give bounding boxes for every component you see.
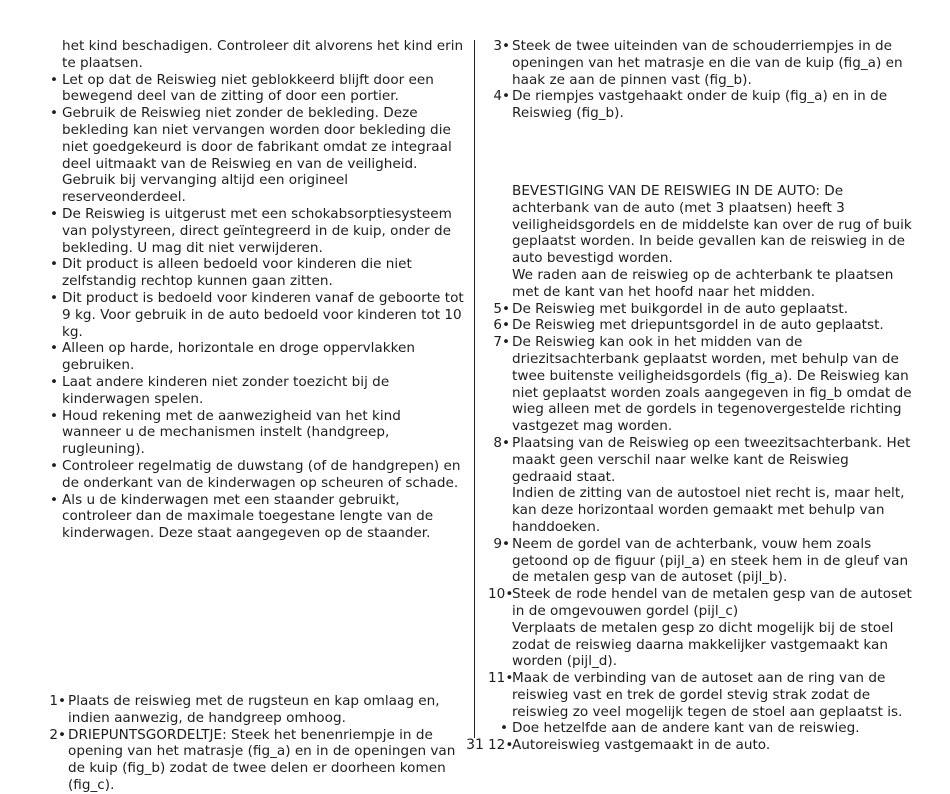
step-8: 8• Plaatsing van de Reiswieg op een tweezitsachterbank. Het maakt geen verschil naar welke kant de Reiswieg gedraaid staat. Indien de zitting van de autostoel niet recht is, maar helt, kan deze horizontaal worden gemaakt met behulp van handdoeken.	[488, 435, 912, 536]
step-12: 12• Autoreiswieg vastgemaakt in de auto.	[488, 737, 771, 754]
warning-bullet: • Gebruik de Reiswieg niet zonder de bekleding. Deze bekleding kan niet vervangen worden door bekleding die niet goedgekeurd is door de fabrikant omdat ze integraal deel uitmaakt van de Reiswieg en van de veiligheid. Gebruik bij vervanging altijd een origineel reserveonderdeel.	[50, 105, 452, 206]
bullet-marker: •	[50, 289, 59, 306]
bullet-marker: •	[50, 407, 59, 424]
continuation-text: het kind beschadigen. Controleer dit alvorens het kind erin te plaatsen.	[62, 38, 464, 71]
step-number: 2•	[49, 726, 66, 743]
step-9: 9• Neem de gordel van de achterbank, vouw hem zoals getoond op de figuur (pijl_a) en steek hem in de gleuf van de metalen gesp van de autoset (pijl_b).	[488, 536, 912, 586]
step-4: 4• De riempjes vastgehaakt onder de kuip (fig_a) en in de Reiswieg (fig_b).	[488, 88, 912, 122]
step-number: 7•	[493, 334, 510, 351]
step-number: 9•	[493, 535, 510, 552]
step-3: 3• Steek de twee uiteinden van de schouderriempjes in de openingen van het matrasje en die van de kuip (fig_a) en haak ze aan de pinnen vast (fig_b).	[488, 38, 912, 88]
car-installation-intro: BEVESTIGING VAN DE REISWIEG IN DE AUTO: De achterbank van de auto (met 3 plaatsen) heeft 3 veiligheidsgordels en de middelste kan over de rug of buik geplaatst worden. In beide gevallen kan de reiswieg in de auto bevestigd worden.	[512, 182, 912, 267]
bullet-marker: •	[50, 457, 59, 474]
step-10: 10• Steek de rode hendel van de metalen gesp van de autoset in de omgevouwen gordel (pijl_c) Verplaats de metalen gesp zo dicht mogelijk bij de stoel zodat de reiswieg daarna makkelijker vastgemaakt kan worden (pijl_d).	[488, 586, 912, 670]
left-column	[44, 38, 464, 794]
step-number: 4•	[493, 88, 510, 105]
step-number: 12•	[488, 737, 514, 754]
step-2: 2• DRIEPUNTSGORDELTJE: Steek het benenriempje in de opening van het matrasje (fig_a) en in de openingen van de kuip (fig_b) zodat de twee delen er doorheen komen (fig_c).	[44, 727, 464, 794]
step-11-sub-bullet: • Doe hetzelfde aan de andere kant van de reiswieg.	[500, 720, 860, 737]
page-number: 31	[466, 737, 484, 753]
spacer	[44, 542, 464, 693]
bullet-marker: •	[50, 205, 59, 222]
warning-bullet: • Controleer regelmatig de duwstang (of de handgrepen) en de onderkant van de kinderwagen op scheuren of schade.	[50, 457, 461, 491]
warning-bullet: • Als u de kinderwagen met een staander gebruikt, controleer dan de maximale toegestane lengte van de kinderwagen. Deze staat aangegeven op de staander.	[50, 491, 434, 542]
bullet-marker: •	[50, 105, 59, 122]
spacer	[488, 122, 912, 183]
step-5: 5• De Reiswieg met buikgordel in de auto geplaatst.	[488, 301, 912, 318]
warning-bullet: • Houd rekening met de aanwezigheid van het kind wanneer u de mechanismen instelt (handgreep, rugleuning).	[50, 407, 401, 458]
step-number: 6•	[493, 317, 510, 334]
step-6: 6• De Reiswieg met driepuntsgordel in de auto geplaatst.	[488, 317, 912, 334]
warning-bullet: • Dit product is bedoeld voor kinderen vanaf de geboorte tot 9 kg. Voor gebruik in de auto bedoeld voor kinderen tot 10 kg.	[50, 289, 464, 340]
warning-bullet: • Let op dat de Reiswieg niet geblokkeerd blijft door een bewegend deel van de zitting of door een portier.	[50, 71, 434, 105]
step-number: 5•	[493, 300, 510, 317]
bullet-marker: •	[50, 340, 59, 357]
bullet-marker: •	[50, 256, 59, 273]
warning-bullet: • Alleen op harde, horizontale en droge oppervlakken gebruiken.	[50, 340, 415, 374]
step-number: 8•	[493, 434, 510, 451]
bullet-marker: •	[50, 373, 59, 390]
step-number: 10•	[488, 586, 514, 603]
step-11: 11• Maak de verbinding van de autoset aan de ring van de reiswieg vast en trek de gordel stevig strak zodat de reiswieg zo veel mogelijk tegen de stoel aan geplaatst is.	[488, 670, 903, 720]
step-number: 3•	[493, 38, 510, 54]
step-7: 7• De Reiswieg kan ook in het midden van de driezitsachterbank geplaatst worden, met behulp van de twee buitenste veiligheidsgordels (fig_a). De Reiswieg kan niet geplaatst worden zoals aangegeven in fig_b omdat de wieg alleen met de gordels in tegenovergestelde richting vastgezet mag worden.	[488, 334, 912, 435]
warning-bullet: • Dit product is alleen bedoeld voor kinderen die niet zelfstandig rechtop kunnen gaan zitten.	[50, 256, 412, 290]
right-column	[488, 38, 912, 754]
bullet-marker: •	[50, 71, 59, 88]
step-number: 1•	[49, 692, 66, 709]
car-installation-advice: We raden aan de reiswieg op de achterbank te plaatsen met de kant van het hoofd naar het midden.	[512, 266, 894, 300]
warning-bullet: • De Reiswieg is uitgerust met een schokabsorptiesysteem van polystyreen, direct geïntegreerd in de kuip, onder de bekleding. U mag dit niet verwijderen.	[50, 205, 452, 256]
step-number: 11•	[488, 670, 514, 687]
column-divider	[474, 40, 475, 738]
warning-bullet: • Laat andere kinderen niet zonder toezicht bij de kinderwagen spelen.	[50, 373, 390, 407]
step-1: 1• Plaats de reiswieg met de rugsteun en kap omlaag en, indien aanwezig, de handgreep omhoog.	[44, 693, 464, 727]
bullet-marker: •	[50, 491, 59, 508]
bullet-marker: •	[500, 720, 509, 737]
